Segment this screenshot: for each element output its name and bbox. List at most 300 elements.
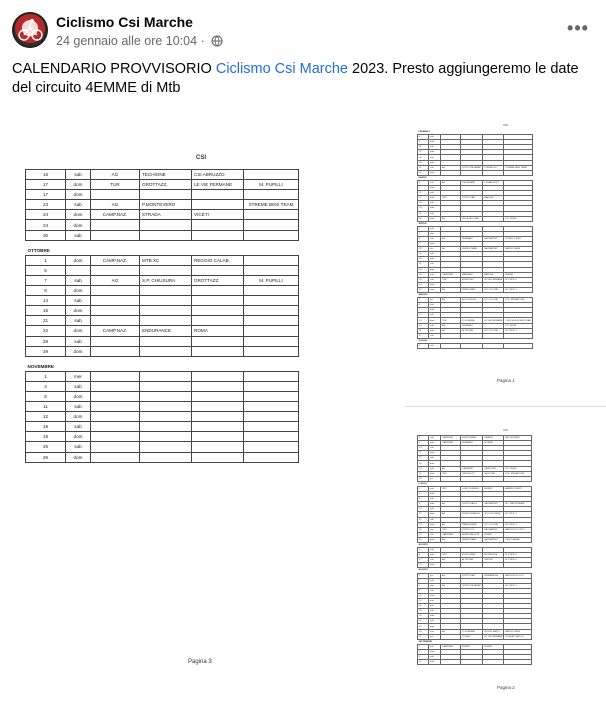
- table-cell: [504, 660, 532, 665]
- table-cell: GPX: [441, 553, 461, 558]
- table-cell: CASTORANIA: [504, 537, 532, 542]
- table-row: [26, 220, 299, 230]
- table-cell: dom: [66, 306, 91, 316]
- table-cell: 4: [418, 135, 429, 140]
- table-cell: dom: [429, 242, 441, 247]
- table-row: [26, 381, 299, 391]
- table-cell: dom: [429, 196, 441, 201]
- cyclist-logo-icon: [12, 12, 48, 48]
- table-cell: [91, 316, 140, 326]
- table-cell: 11: [418, 451, 429, 456]
- table-cell: MONTE RINALDO: [461, 512, 483, 517]
- table-cell: 30: [26, 230, 66, 240]
- table-cell: 30: [418, 282, 429, 287]
- table-cell: GROTTAZZ.: [140, 180, 192, 190]
- table-cell: 27: [418, 624, 429, 629]
- table-row: [26, 432, 299, 442]
- table-cell: FERMOFALLETE: [461, 532, 483, 537]
- table-cell: sab: [429, 466, 441, 471]
- table-cell: AMMIR.CONVITI: [504, 486, 532, 491]
- table-cell: 24: [26, 220, 66, 230]
- table-cell: [441, 343, 461, 348]
- post-meta: 24 gennaio alle ore 10:04 ·: [56, 34, 223, 48]
- table-row: [26, 255, 299, 265]
- table-cell: 16: [26, 170, 66, 180]
- table-row: [26, 412, 299, 422]
- table-cell: sab: [429, 497, 441, 502]
- table-cell: dom: [66, 210, 91, 220]
- table-cell: [91, 230, 140, 240]
- table-cell: lun: [429, 247, 441, 252]
- table-cell: F.D. STEEL: [504, 466, 532, 471]
- table-cell: 1: [418, 573, 429, 578]
- table-cell: GPX: [441, 527, 461, 532]
- table-cell: 23: [418, 267, 429, 272]
- table-cell: 14: [26, 296, 66, 306]
- table-cell: [91, 336, 140, 346]
- table-cell: sab: [66, 200, 91, 210]
- table-cell: dom: [429, 267, 441, 272]
- table-cell: 29: [418, 629, 429, 634]
- table-cell: 5: [418, 548, 429, 553]
- table-row: [26, 391, 299, 401]
- page3-heading: CSI: [196, 155, 207, 161]
- table-cell: [140, 391, 192, 401]
- table-cell: 1: [418, 298, 429, 303]
- month-label: SETTEMBRE: [418, 640, 432, 643]
- table-cell: [244, 402, 299, 412]
- table-cell: M. PUPILLI: [504, 287, 533, 292]
- table-cell: [192, 381, 244, 391]
- table-cell: 8: [418, 236, 429, 241]
- table-cell: FERMO: [461, 644, 483, 649]
- table-cell: dom: [429, 492, 441, 497]
- table-cell: [91, 432, 140, 442]
- table-cell: [140, 412, 192, 422]
- table-cell: TECHIONE: [140, 170, 192, 180]
- table-cell: dom: [66, 190, 91, 200]
- table-cell: 11: [418, 191, 429, 196]
- table-cell: 17: [418, 456, 429, 461]
- table-cell: dom: [429, 318, 441, 323]
- table-cell: dom: [66, 286, 91, 296]
- table-cell: [91, 286, 140, 296]
- table-cell: AG: [441, 583, 461, 588]
- table-cell: [140, 432, 192, 442]
- post-timestamp[interactable]: 24 gennaio alle ore 10:04: [56, 34, 198, 48]
- table-cell: AG: [441, 328, 461, 333]
- table-cell: sab: [429, 145, 441, 150]
- table-cell: MARCHE: [483, 196, 504, 201]
- table-cell: [192, 422, 244, 432]
- table-cell: dom: [429, 553, 441, 558]
- post-text: [12, 60, 594, 98]
- table-cell: sab: [429, 619, 441, 624]
- table-cell: AG: [441, 247, 461, 252]
- table-cell: AG: [441, 216, 461, 221]
- document-page-2[interactable]: [415, 426, 570, 711]
- table-cell: GOSSA POBELLO: [504, 634, 532, 639]
- table-cell: NATUR 3 BIKE: [504, 247, 533, 252]
- table-cell: SALTAMONTI: [483, 502, 504, 507]
- table-cell: CORVA OLD: [483, 165, 504, 170]
- table-cell: AG: [441, 287, 461, 292]
- table-row: [26, 402, 299, 412]
- table-cell: [244, 286, 299, 296]
- table-cell: 20: [418, 614, 429, 619]
- table-row: [418, 660, 532, 665]
- table-cell: [91, 381, 140, 391]
- table-cell: [140, 190, 192, 200]
- table-cell: 10: [418, 247, 429, 252]
- table-cell: sab: [429, 532, 441, 537]
- table-cell: 2: [418, 644, 429, 649]
- month-label: MAGGIO: [418, 294, 428, 297]
- table-cell: [140, 422, 192, 432]
- table-cell: 16: [418, 604, 429, 609]
- table-cell: sab: [66, 275, 91, 285]
- table-cell: dom: [429, 563, 441, 568]
- table-cell: [91, 220, 140, 230]
- table-cell: AG: [441, 629, 461, 634]
- table-cell: 21: [418, 328, 429, 333]
- table-cell: sab: [66, 170, 91, 180]
- table-cell: 18: [418, 155, 429, 160]
- table-cell: 13: [418, 313, 429, 318]
- table-cell: 7: [418, 308, 429, 313]
- page3-footer: Pagina 3: [188, 659, 212, 665]
- table-cell: [244, 422, 299, 432]
- table-cell: 3: [418, 343, 429, 348]
- table-cell: dom: [429, 186, 441, 191]
- table-cell: AG: [441, 323, 461, 328]
- table-cell: CSI ABRUZZO: [483, 180, 504, 185]
- table-cell: dom: [66, 452, 91, 462]
- table-row: [26, 265, 299, 275]
- table-cell: sab: [429, 333, 441, 338]
- table-cell: XTREME BIKE TEAM: [244, 200, 299, 210]
- table-cell: 12: [418, 150, 429, 155]
- table-cell: M. PUPILLI: [504, 512, 532, 517]
- table-cell: [244, 210, 299, 220]
- table-cell: 26: [418, 619, 429, 624]
- table-cell: [192, 190, 244, 200]
- table-cell: dom: [429, 624, 441, 629]
- table-cell: SALTAMONTI: [483, 247, 504, 252]
- table-cell: [140, 265, 192, 275]
- table-cell: 9: [418, 588, 429, 593]
- table-cell: 6: [418, 553, 429, 558]
- table-row: [418, 343, 533, 348]
- table-cell: sab: [66, 336, 91, 346]
- table-cell: sab: [429, 211, 441, 216]
- document-page-1[interactable]: [415, 120, 570, 400]
- table-cell: 5: [26, 265, 66, 275]
- table-cell: [91, 422, 140, 432]
- table-cell: [91, 412, 140, 422]
- month-header-row: [26, 362, 299, 372]
- table-cell: [192, 200, 244, 210]
- table-row: [26, 200, 299, 210]
- table-cell: sab: [429, 486, 441, 491]
- page2-calendar-table: [417, 435, 532, 665]
- table-cell: GPX: [441, 471, 461, 476]
- table-cell: CAMERINO: [461, 466, 483, 471]
- page-name-link[interactable]: Ciclismo Csi Marche: [56, 14, 193, 30]
- table-cell: [140, 286, 192, 296]
- table-cell: 19: [26, 432, 66, 442]
- table-cell: 1: [26, 255, 66, 265]
- table-cell: FRASSI: [504, 272, 533, 277]
- table-cell: AG: [441, 558, 461, 563]
- table-cell: 29: [418, 277, 429, 282]
- table-cell: [244, 306, 299, 316]
- table-cell: sab: [429, 436, 441, 441]
- table-cell: sab: [429, 226, 441, 231]
- table-cell: ALTIDONA: [461, 328, 483, 333]
- table-cell: [483, 343, 504, 348]
- table-cell: CAMP.NAZ.: [91, 326, 140, 336]
- table-cell: S.P. COLONE: [483, 287, 504, 292]
- table-cell: 10: [418, 660, 429, 665]
- table-cell: dom: [429, 649, 441, 654]
- table-cell: AG: [441, 236, 461, 241]
- table-cell: sab: [429, 588, 441, 593]
- table-cell: [140, 381, 192, 391]
- table-cell: M. PUPILLI: [504, 558, 532, 563]
- table-cell: CSI ABRUZZO: [192, 170, 244, 180]
- table-cell: sab: [429, 609, 441, 614]
- table-cell: CAMP.NAZ.: [441, 644, 461, 649]
- table-cell: GPX: [441, 486, 461, 491]
- table-cell: PORTO SAN G.: [461, 502, 483, 507]
- table-cell: VICETI: [192, 210, 244, 220]
- table-cell: sab: [429, 165, 441, 170]
- table-cell: 17: [26, 190, 66, 200]
- table-cell: FABRIANO: [461, 272, 483, 277]
- table-cell: dom: [429, 593, 441, 598]
- table-cell: FERMOPIANE: [461, 537, 483, 542]
- table-cell: NATUR 3 BIKE: [504, 629, 532, 634]
- table-cell: [244, 371, 299, 381]
- table-cell: TUR: [91, 180, 140, 190]
- table-cell: 9: [418, 502, 429, 507]
- table-cell: dom: [66, 346, 91, 356]
- table-cell: AG: [441, 180, 461, 185]
- table-cell: dom: [429, 451, 441, 456]
- table-cell: 10: [418, 593, 429, 598]
- table-cell: gio: [429, 573, 441, 578]
- table-cell: dom: [66, 412, 91, 422]
- table-cell: PORTO S.G.: [461, 527, 483, 532]
- globe-icon[interactable]: [211, 35, 223, 47]
- table-cell: [192, 336, 244, 346]
- table-cell: dom: [429, 140, 441, 145]
- table-cell: [504, 343, 533, 348]
- table-cell: 14: [418, 318, 429, 323]
- table-cell: sab: [66, 296, 91, 306]
- table-cell: dom: [429, 206, 441, 211]
- table-cell: 4: [418, 180, 429, 185]
- table-cell: 25: [418, 211, 429, 216]
- table-row: [26, 170, 299, 180]
- table-cell: A.C. MATTIOMIANI: [504, 502, 532, 507]
- table-cell: 2: [418, 231, 429, 236]
- table-cell: [244, 346, 299, 356]
- table-cell: AG: [91, 200, 140, 210]
- table-cell: 3: [418, 649, 429, 654]
- table-cell: ARISTODOLO ETC: [504, 527, 532, 532]
- table-cell: dom: [66, 180, 91, 190]
- table-cell: SALTAMONTI: [483, 537, 504, 542]
- table-row: [26, 306, 299, 316]
- table-cell: gio: [429, 476, 441, 481]
- month-label: GIUGNO: [418, 339, 428, 342]
- table-cell: [192, 316, 244, 326]
- table-cell: COSSA: [461, 634, 483, 639]
- month-label: LUGLIO: [418, 482, 427, 485]
- table-cell: 3: [418, 436, 429, 441]
- table-cell: 8: [418, 497, 429, 502]
- table-cell: sab: [429, 446, 441, 451]
- table-cell: mer: [66, 371, 91, 381]
- table-cell: AMO RIVIERE: [504, 436, 532, 441]
- table-cell: MONTEGIO: [461, 277, 483, 282]
- table-cell: [91, 346, 140, 356]
- table-cell: 9: [418, 655, 429, 660]
- table-cell: 5: [418, 140, 429, 145]
- table-cell: PORTO SAN: [461, 196, 483, 201]
- table-cell: 1: [26, 371, 66, 381]
- document-image-area[interactable]: [0, 100, 606, 713]
- page-mention-link[interactable]: Ciclismo Csi Marche: [215, 61, 348, 77]
- month-label: OTTOBRE: [27, 247, 50, 253]
- table-cell: sab: [429, 644, 441, 649]
- table-cell: dom: [429, 160, 441, 165]
- table-cell: 12: [418, 558, 429, 563]
- table-cell: [461, 660, 483, 665]
- table-row: [26, 316, 299, 326]
- table-cell: dom: [429, 512, 441, 517]
- table-cell: S.P. COLONE: [483, 298, 504, 303]
- table-cell: FERMO: [483, 644, 504, 649]
- table-row: [26, 336, 299, 346]
- table-cell: [140, 371, 192, 381]
- table-cell: [140, 316, 192, 326]
- table-cell: sab: [429, 507, 441, 512]
- table-row: [26, 190, 299, 200]
- table-cell: ROMA: [192, 326, 244, 336]
- table-cell: 5: [418, 186, 429, 191]
- table-cell: [192, 265, 244, 275]
- table-cell: dom: [66, 432, 91, 442]
- table-cell: sab: [429, 548, 441, 553]
- table-cell: 24: [418, 466, 429, 471]
- table-cell: M. PUPILLI: [504, 553, 532, 558]
- table-cell: [244, 336, 299, 346]
- table-row: [26, 286, 299, 296]
- table-cell: 9: [418, 242, 429, 247]
- table-cell: M. PUPILLI: [244, 180, 299, 190]
- table-cell: 26: [26, 452, 66, 462]
- table-cell: dom: [429, 308, 441, 313]
- table-cell: FERMANO: [461, 236, 483, 241]
- more-options-button[interactable]: [562, 18, 594, 42]
- table-cell: CAMP.NAZ.: [441, 436, 461, 441]
- table-cell: S.P. CHIUSURA: [140, 275, 192, 285]
- table-cell: CAMP.NAZ.: [91, 255, 140, 265]
- table-cell: PORTO SAN: [461, 573, 483, 578]
- table-cell: sab: [429, 191, 441, 196]
- table-cell: 25: [418, 471, 429, 476]
- table-cell: FERMANO: [461, 323, 483, 328]
- table-cell: LE VIE FERMANE: [192, 180, 244, 190]
- table-cell: [192, 442, 244, 452]
- table-cell: dom: [429, 150, 441, 155]
- table-cell: F.D. STEEL: [504, 323, 533, 328]
- table-cell: 20: [418, 323, 429, 328]
- table-cell: 7: [26, 275, 66, 285]
- table-cell: 11: [26, 402, 66, 412]
- table-cell: dom: [429, 287, 441, 292]
- table-cell: [140, 402, 192, 412]
- table-cell: sab: [429, 323, 441, 328]
- table-cell: sab: [429, 655, 441, 660]
- table-cell: dom: [429, 441, 441, 446]
- table-cell: [91, 442, 140, 452]
- table-cell: sab: [429, 558, 441, 563]
- month-label: APRILE: [418, 222, 427, 225]
- table-cell: [140, 452, 192, 462]
- table-cell: 28: [26, 336, 66, 346]
- table-cell: CAMP. REG.: [483, 466, 504, 471]
- table-cell: AG: [91, 275, 140, 285]
- table-cell: M. PUPILLI: [504, 583, 532, 588]
- table-cell: dom: [429, 328, 441, 333]
- table-cell: SALTAMONTI: [483, 236, 504, 241]
- table-cell: [192, 402, 244, 412]
- table-row: [26, 180, 299, 190]
- table-cell: dom: [429, 257, 441, 262]
- table-cell: sab: [429, 343, 441, 348]
- table-cell: [91, 265, 140, 275]
- page1-heading: CSI: [503, 123, 509, 127]
- table-cell: [244, 381, 299, 391]
- month-label: AGOSTO: [418, 544, 428, 547]
- table-cell: dom: [429, 471, 441, 476]
- table-cell: 19: [418, 160, 429, 165]
- table-cell: P.MONTEVERO: [140, 200, 192, 210]
- table-cell: GPX: [441, 196, 461, 201]
- table-cell: dom: [429, 583, 441, 588]
- table-cell: TUR: [441, 277, 461, 282]
- page2-footer: Pagina 2: [497, 685, 515, 690]
- table-cell: CAMP.NAZ.: [441, 532, 461, 537]
- page2-heading: CSI: [503, 428, 509, 432]
- table-cell: 23: [418, 522, 429, 527]
- table-cell: mer: [429, 527, 441, 532]
- table-cell: POL. MILIANTONE: [504, 471, 532, 476]
- page-avatar[interactable]: [12, 12, 48, 48]
- table-cell: ENDURANCE: [140, 326, 192, 336]
- post-header: [12, 12, 594, 52]
- table-cell: RIVIERE: [483, 441, 504, 446]
- more-horizontal-icon: •••: [567, 18, 589, 38]
- table-cell: [192, 220, 244, 230]
- document-page-3[interactable]: [10, 110, 395, 710]
- table-cell: 19: [418, 206, 429, 211]
- table-cell: dom: [429, 660, 441, 665]
